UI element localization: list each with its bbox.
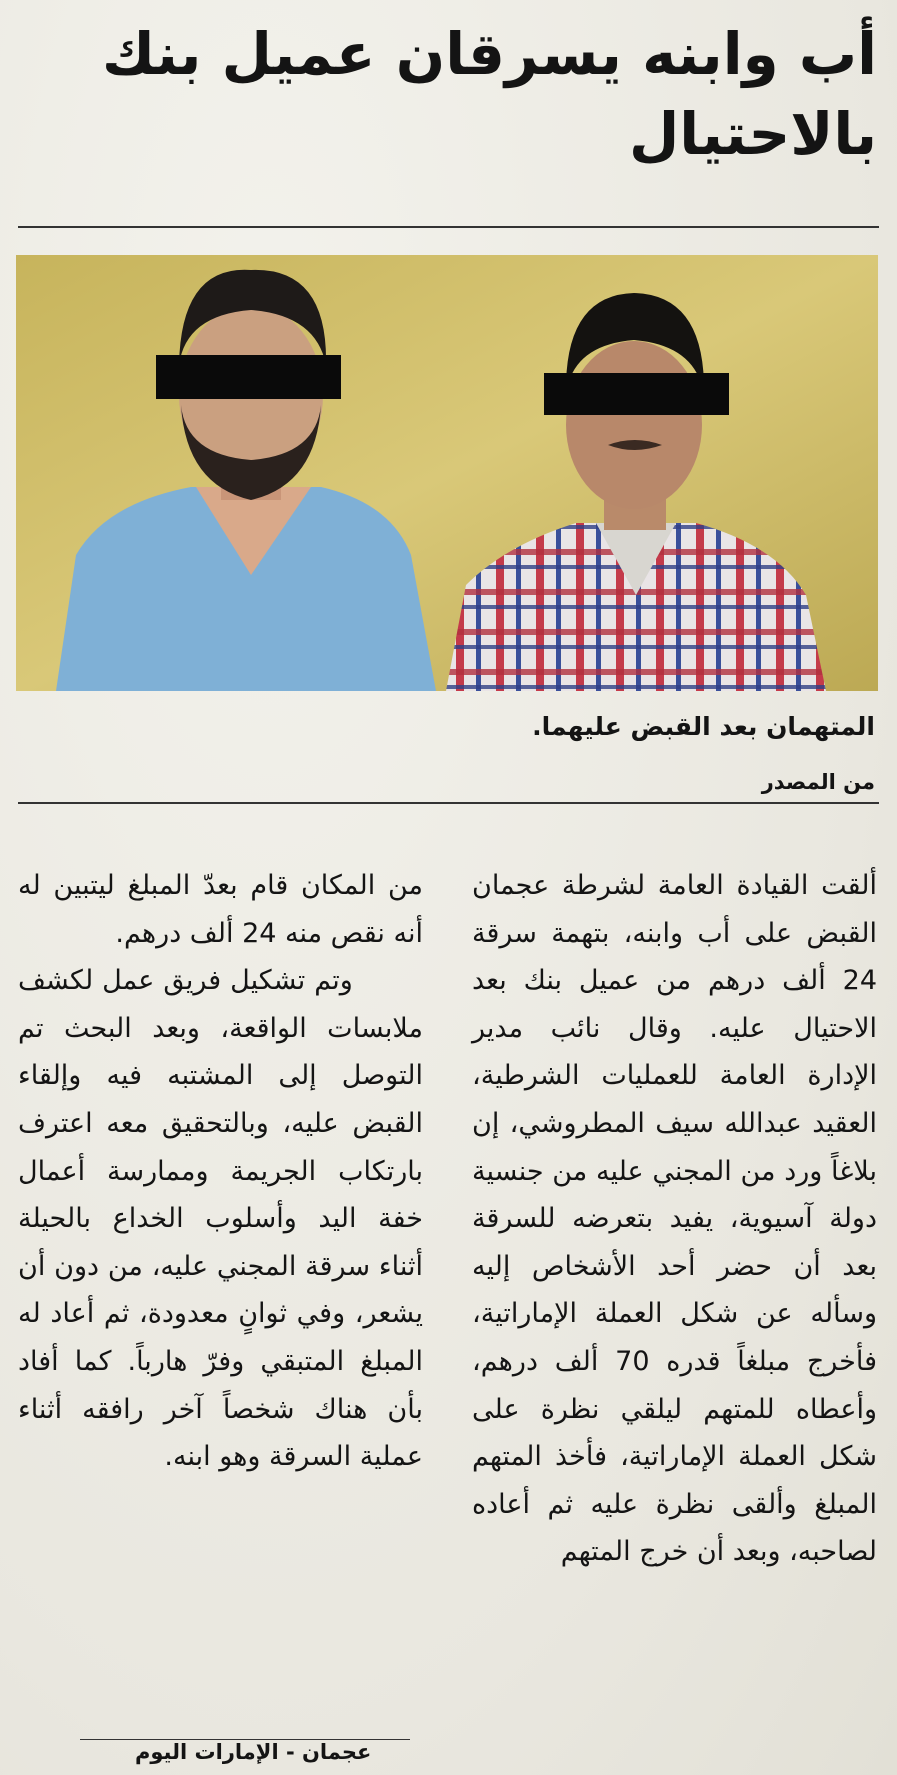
byline: عجمان - الإمارات اليوم: [135, 1740, 372, 1764]
body-paragraph: من المكان قام بعدّ المبلغ ليتبين له أنه نقص منه 24 ألف درهم.: [18, 870, 423, 949]
eye-censor-bar: [156, 355, 341, 399]
article-column-right: [472, 862, 877, 1576]
divider-caption: [18, 802, 879, 804]
divider-top: [18, 226, 879, 228]
suspects-photo: [16, 255, 878, 691]
photo-caption: المتهمان بعد القبض عليهما.: [532, 712, 875, 741]
body-paragraph: وتم تشكيل فريق عمل لكشف ملابسات الواقعة، وبعد البحث تم التوصل إلى المشتبه فيه وإلقاء القبض عليه، وبالتحقيق معه اعترف بارتكاب الجريمة وممارسة أعمال خفة اليد وأسلوب الخداع بالحيلة أثناء سرقة المجني عليه، من دون أن يشعر، وفي ثوانٍ معدودة، ثم أعاد له المبلغ المتبقي وفرّ هارباً. كما أفاد بأن هناك شخصاً آخر رافقه أثناء عملية السرقة وهو ابنه.: [18, 965, 423, 1473]
article-column-left: [18, 862, 423, 1481]
eye-censor-bar: [544, 373, 729, 415]
photo-credit: من المصدر: [761, 770, 875, 794]
body-paragraph: ألقت القيادة العامة لشرطة عجمان القبض على أب وابنه، بتهمة سرقة 24 ألف درهم من عميل بنك بعد الاحتيال عليه. وقال نائب مدير الإدارة العامة للعمليات الشرطية، العقيد عبدالله سيف المطروشي، إن بلاغاً ورد من المجني عليه من جنسية دولة آسيوية، يفيد بتعرضه للسرقة بعد أن حضر أحد الأشخاص إليه وسأله عن شكل العملة الإماراتية، فأخرج مبلغاً قدره 70 ألف درهم، وأعطاه للمتهم ليلقي نظرة على شكل العملة الإماراتية، فأخذ المتهم المبلغ وألقى نظرة عليه ثم أعاده لصاحبه، وبعد أن خرج المتهم: [472, 870, 877, 1568]
headline: أب وابنه يسرقان عميل بنك بالاحتيال: [101, 20, 877, 168]
